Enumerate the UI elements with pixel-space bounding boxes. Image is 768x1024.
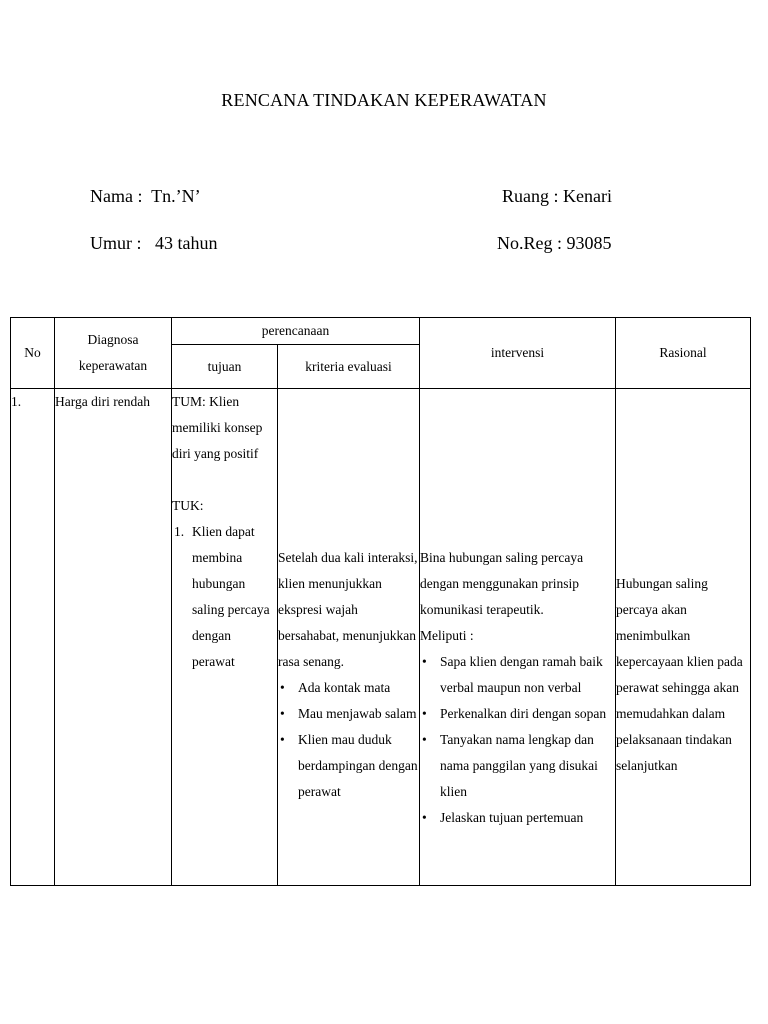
header-rasional: Rasional <box>616 318 751 389</box>
row-rasional <box>616 389 751 886</box>
header-no: No <box>11 318 55 389</box>
patient-reg-number: No.Reg : 93085 <box>497 233 612 253</box>
list-item: • Sapa klien dengan ramah baik verbal maupun non verbal <box>420 649 615 701</box>
list-item: • Jelaskan tujuan pertemuan <box>420 805 615 831</box>
kriteria-text: Setelah dua kali interaksi, klien menunjukkan ekspresi wajah bersahabat, menunjukkan rasa senang. <box>278 550 418 669</box>
tuk-number: 1. <box>174 524 185 539</box>
tuk-label: TUK: <box>172 498 204 513</box>
row-intervensi <box>420 389 616 886</box>
patient-name: Nama : Tn.’N’ <box>90 186 201 206</box>
header-intervensi: intervensi <box>420 318 616 389</box>
kriteria-bullets <box>278 675 419 805</box>
patient-room: Ruang : Kenari <box>502 186 612 206</box>
tuk-item-text: Klien dapat membina hubungan saling percaya dengan perawat <box>192 524 270 669</box>
header-diagnosa-line2: keperawatan <box>78 358 148 373</box>
rasional-text: Hubungan saling percaya akan menimbulkan kepercayaan klien pada perawat sehingga akan memudahkan dalam pelaksanaan tindakan selanjutkan <box>616 576 743 773</box>
row-tujuan <box>172 389 278 886</box>
header-diagnosa <box>55 318 172 389</box>
list-item: • Ada kontak mata <box>278 675 419 701</box>
header-perencanaan: perencanaan <box>172 318 420 345</box>
header-tujuan: tujuan <box>172 345 278 389</box>
tuk-list <box>172 519 277 675</box>
intervensi-bullets <box>420 649 615 831</box>
tum-text: TUM: Klien memiliki konsep diri yang positif <box>172 394 263 461</box>
row-no: 1. <box>11 389 55 886</box>
row-kriteria <box>278 389 420 886</box>
list-item: • Tanyakan nama lengkap dan nama panggilan yang disukai klien <box>420 727 615 805</box>
header-kriteria: kriteria evaluasi <box>278 345 420 389</box>
care-plan-table <box>10 317 751 886</box>
list-item: • Perkenalkan diri dengan sopan <box>420 701 615 727</box>
list-item <box>172 519 277 675</box>
page-title: RENCANA TINDAKAN KEPERAWATAN <box>221 90 547 110</box>
patient-age: Umur : 43 tahun <box>90 233 218 253</box>
list-item: • Klien mau duduk berdampingan dengan perawat <box>278 727 419 805</box>
header-diagnosa-line1: Diagnosa <box>87 332 139 347</box>
row-diagnosa: Harga diri rendah <box>55 389 172 886</box>
table-row <box>11 389 751 886</box>
list-item: • Mau menjawab salam <box>278 701 419 727</box>
intervensi-meliputi: Meliputi : <box>420 628 474 643</box>
intervensi-text: Bina hubungan saling percaya dengan menggunakan prinsip komunikasi terapeutik. <box>420 550 584 617</box>
